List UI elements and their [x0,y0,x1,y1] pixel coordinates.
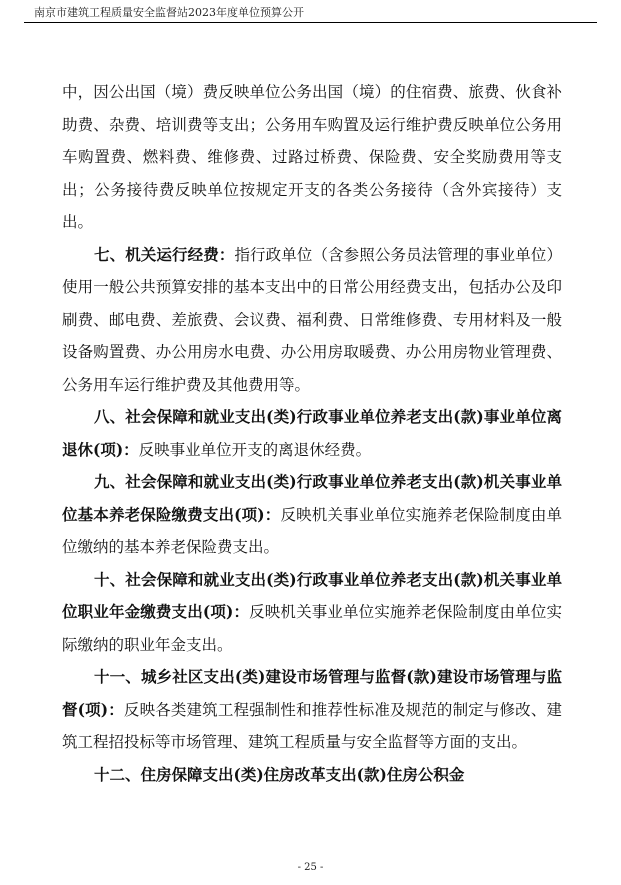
paragraph-continuation: 中，因公出国（境）费反映单位公务出国（境）的住宿费、旅费、伙食补助费、杂费、培训费等支出；公务用车购置及运行维护费反映单位公务用车购置费、燃料费、维修费、过路过桥费、保险费、安全奖励费用等支出；公务接待费反映单位按规定开支的各类公务接待（含外宾接待）支出。 [62,83,562,231]
page-number: - 25 - [297,862,324,873]
item-9-text: 反映机关事业单位实施养老保险制度由单位缴纳的基本养老保险费支出。 [62,505,562,556]
item-10-heading: 十、社会保障和就业支出(类)行政事业单位养老支出(款)机关事业单位职业年金缴费支出(项)： [62,569,562,621]
item-7-heading: 七、机关运行经费： [94,244,235,264]
paragraph-item-11 [62,661,562,759]
paragraph-item-10 [62,564,562,662]
page-header-title: 南京市建筑工程质量安全监督站2023年度单位预算公开 [34,6,304,19]
item-7-text: 指行政单位（含参照公务员法管理的事业单位）使用一般公共预算安排的基本支出中的日常公用经费支出，包括办公及印刷费、邮电费、差旅费、会议费、福利费、日常维修费、专用材料及一般设备购置费、办公用房水电费、办公用房取暖费、办公用房物业管理费、公务用车运行维护费及其他费用等。 [62,245,562,394]
item-10-text: 反映机关事业单位实施养老保险制度由单位实际缴纳的职业年金支出。 [62,603,562,654]
paragraph-item-12 [62,759,562,792]
paragraph-item-7 [62,239,562,402]
item-12-heading: 十二、住房保障支出(类)住房改革支出(款)住房公积金 [94,764,465,784]
paragraph-item-9 [62,466,562,564]
item-9-heading: 九、社会保障和就业支出(类)行政事业单位养老支出(款)机关事业单位基本养老保险缴费支出(项)： [62,472,562,524]
document-body [62,76,562,791]
header-divider [24,22,597,23]
item-11-text: 反映各类建筑工程强制性和推荐性标准及规范的制定与修改、建筑工程招投标等市场管理、建筑工程质量与安全监督等方面的支出。 [62,700,562,751]
item-8-text: 反映事业单位开支的离退休经费。 [138,440,372,459]
item-11-heading: 十一、城乡社区支出(类)建设市场管理与监督(款)建设市场管理与监督(项)： [62,667,562,719]
item-8-heading: 八、社会保障和就业支出(类)行政事业单位养老支出(款)事业单位离退休(项)： [62,407,562,459]
paragraph-item-8 [62,401,562,466]
